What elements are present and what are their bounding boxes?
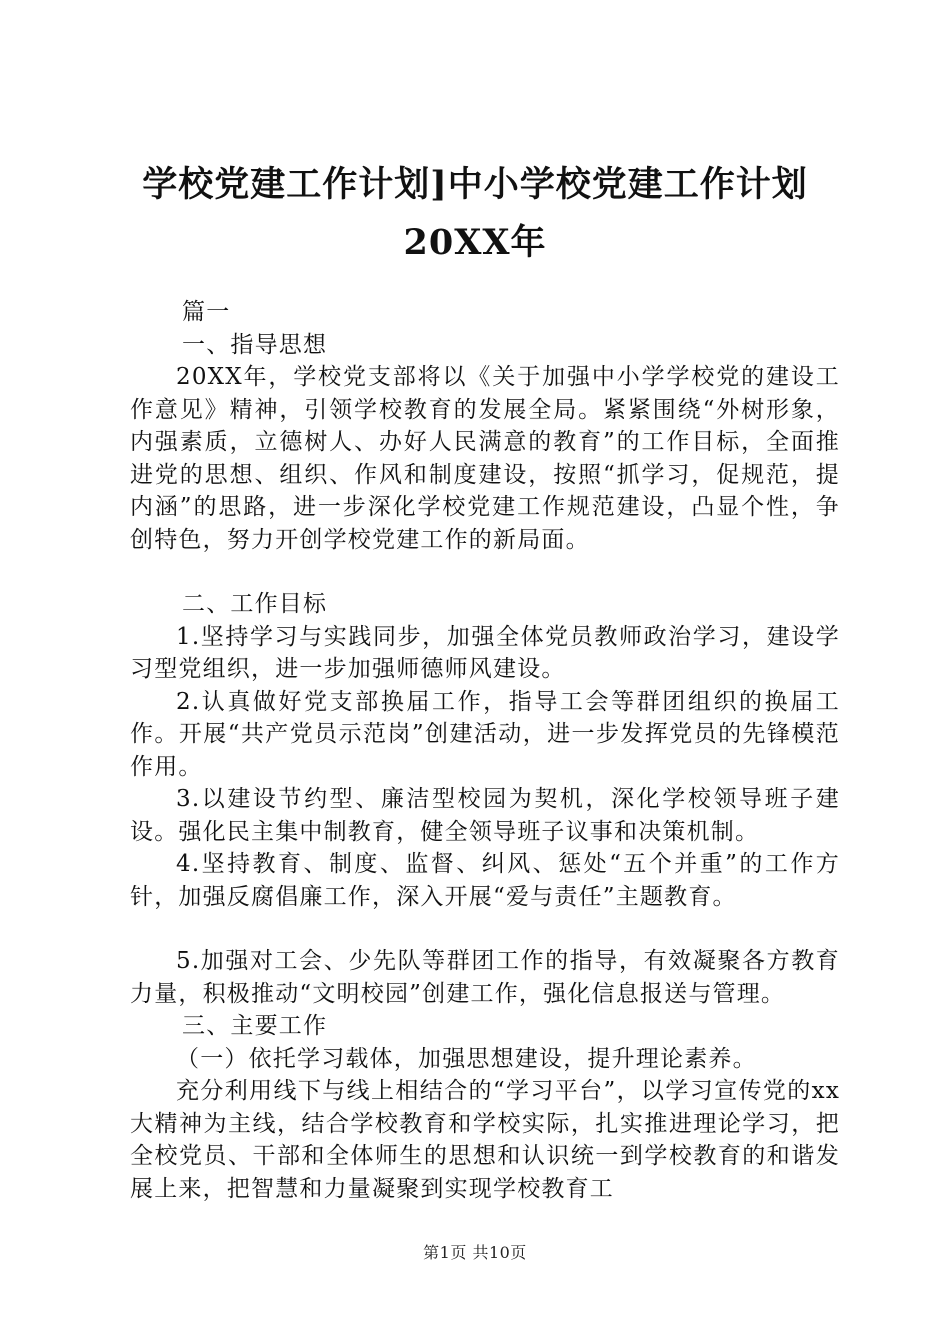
subheading-study-carrier: （一）依托学习载体，加强思想建设，提升理论素养。	[176, 1045, 757, 1072]
goal-item-3: 3.以建设节约型、廉洁型校园为契机，深化学校领导班子建设。强化民主集中制教育，健全领导班子议事和决策机制。	[130, 786, 840, 845]
heading-guiding-thought: 一、指导思想	[182, 331, 328, 358]
paragraph-gap	[130, 913, 840, 945]
goal-item-1: 1.坚持学习与实践同步，加强全体党员教师政治学习，建设学习型党组织，进一步加强师德师风建设。	[130, 623, 840, 682]
heading-main-work: 三、主要工作	[182, 1013, 328, 1039]
heading-work-goals: 二、工作目标	[182, 591, 328, 617]
goal-item-2: 2.认真做好党支部换届工作，指导工会等群团组织的换届工作。开展“共产党员示范岗”创建活动，进一步发挥党员的先锋模范作用。	[130, 688, 840, 780]
document-title-line1: 学校党建工作计划]中小学校党建工作计划	[142, 164, 808, 205]
paragraph-study-platform: 充分利用线下与线上相结合的“学习平台”，以学习宣传党的xx大精神为主线，结合学校教育和学校实际，扎实推进理论学习，把全校党员、干部和全体师生的思想和认识统一到学校教育的和谐发展上来，把智慧和力量凝聚到实现学校教育工	[130, 1078, 840, 1202]
goal-item-4: 4.坚持教育、制度、监督、纠风、惩处“五个并重”的工作方针，加强反腐倡廉工作，深入开展“爱与责任”主题教育。	[130, 851, 840, 910]
section-label: 篇一	[182, 299, 231, 325]
page-footer: 第1页 共10页	[423, 1243, 527, 1262]
paragraph-gap	[130, 556, 840, 588]
document-title-line2: 20XX年	[403, 222, 547, 263]
paragraph-guiding-thought: 20XX年，学校党支部将以《关于加强中小学学校党的建设工作意见》精神，引领学校教育的发展全局。紧紧围绕“外树形象，内强素质，立德树人、办好人民满意的教育”的工作目标，全面推进党的思想、组织、作风和制度建设，按照“抓学习，促规范，提内涵”的思路，进一步深化学校党建工作规范建设，凸显个性，争创特色，努力开创学校党建工作的新局面。	[130, 364, 840, 553]
goal-item-5: 5.加强对工会、少先队等群团工作的指导，有效凝聚各方教育力量，积极推动“文明校园”创建工作，强化信息报送与管理。	[130, 948, 840, 1007]
document-body	[130, 296, 840, 1205]
